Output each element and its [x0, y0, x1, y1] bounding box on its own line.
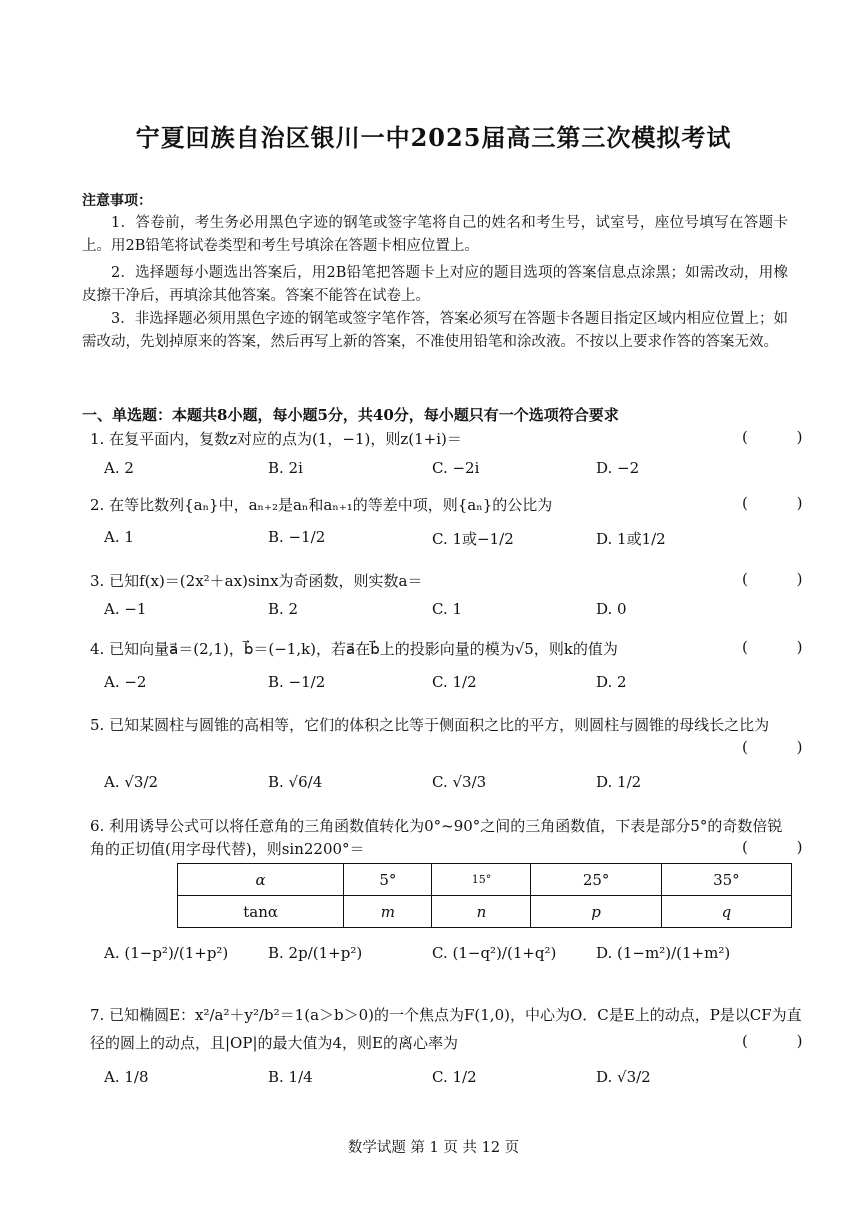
question-6-option-c: C. (1−q²)/(1+q²)	[432, 944, 557, 962]
table-cell: 35°	[661, 864, 791, 896]
question-3-answer-paren: ( )	[742, 570, 825, 588]
notice-item-2: 2．选择题每小题选出答案后，用2B铅笔把答题卡上对应的题目选项的答案信息点涂黑；如需改动，用橡皮擦干净后，再填涂其他答案。答案不能答在试卷上。	[82, 265, 788, 304]
question-4-option-c: C. 1/2	[432, 673, 477, 691]
question-4-option-b: B. −1/2	[268, 673, 326, 691]
table-cell: m	[344, 896, 432, 928]
question-2-option-d: D. 1或1/2	[596, 530, 666, 548]
question-7-stem-line1: 7. 已知椭圆E：x²/a²＋y²/b²＝1(a＞b＞0)的一个焦点为F(1,0)，中心为O．C是E上的动点，P是以CF为直	[90, 1006, 802, 1024]
question-1-option-d: D. −2	[596, 459, 640, 477]
question-7-option-d: D. √3/2	[596, 1068, 651, 1086]
table-header-row	[178, 864, 792, 896]
table-cell: n	[432, 896, 531, 928]
question-6-option-a: A. (1−p²)/(1+p²)	[104, 944, 229, 962]
question-1-stem: 1. 在复平面内，复数z对应的点为(1，−1)，则z(1+i)＝	[90, 430, 462, 448]
table-cell: 15°	[432, 864, 531, 896]
question-3-option-d: D. 0	[596, 600, 627, 618]
table-cell: q	[661, 896, 791, 928]
question-1-option-a: A. 2	[104, 459, 134, 477]
question-5-option-d: D. 1/2	[596, 773, 642, 791]
question-2-stem: 2. 在等比数列{aₙ}中，aₙ₊₂是aₙ和aₙ₊₁的等差中项，则{aₙ}的公比为	[90, 496, 553, 514]
table-cell: 25°	[531, 864, 661, 896]
table-cell: α	[178, 864, 344, 896]
question-3-option-a: A. −1	[104, 600, 147, 618]
section-title: 一、单选题：本题共8小题，每小题5分，共40分，每小题只有一个选项符合要求	[82, 406, 619, 424]
table-cell: p	[531, 896, 661, 928]
question-2-option-a: A. 1	[104, 528, 134, 546]
question-6-option-d: D. (1−m²)/(1+m²)	[596, 944, 731, 962]
question-7-option-b: B. 1/4	[268, 1068, 313, 1086]
question-1-option-c: C. −2i	[432, 459, 480, 477]
tangent-table	[177, 863, 792, 928]
question-7-answer-paren: ( )	[742, 1032, 825, 1050]
question-5-stem: 5. 已知某圆柱与圆锥的高相等，它们的体积之比等于侧面积之比的平方，则圆柱与圆锥的母线长之比为	[90, 716, 770, 734]
notice-item-1: 1．答卷前，考生务必用黑色字迹的钢笔或签字笔将自己的姓名和考生号，试室号，座位号填写在答题卡上。用2B铅笔将试卷类型和考生号填涂在答题卡相应位置上。	[82, 215, 788, 254]
question-1-option-b: B. 2i	[268, 459, 303, 477]
question-2-answer-paren: ( )	[742, 494, 825, 512]
question-6-stem-line2: 角的正切值(用字母代替)，则sin2200°＝	[90, 840, 365, 858]
question-6-answer-paren: ( )	[742, 838, 825, 856]
question-2-option-b: B. −1/2	[268, 528, 326, 546]
question-3-option-c: C. 1	[432, 600, 463, 618]
question-4-option-d: D. 2	[596, 673, 627, 691]
question-4-option-a: A. −2	[104, 673, 147, 691]
question-4-answer-paren: ( )	[742, 638, 825, 656]
notice-item-3: 3．非选择题必须用黑色字迹的钢笔或签字笔作答，答案必须写在答题卡各题目指定区域内相应位置上；如需改动，先划掉原来的答案，然后再写上新的答案，不准使用铅笔和涂改液。不按以上要求作答的答案无效。	[82, 311, 788, 350]
question-3-option-b: B. 2	[268, 600, 299, 618]
notice-heading: 注意事项：	[82, 193, 152, 209]
table-cell: 5°	[344, 864, 432, 896]
question-6-option-b: B. 2p/(1+p²)	[268, 944, 363, 962]
question-5-option-c: C. √3/3	[432, 773, 487, 791]
table-row	[178, 896, 792, 928]
table-cell: tanα	[178, 896, 344, 928]
page-footer: 数学试题 第 1 页 共 12 页	[347, 1140, 520, 1156]
question-3-stem: 3. 已知f(x)＝(2x²＋ax)sinx为奇函数，则实数a＝	[90, 572, 423, 590]
question-7-option-c: C. 1/2	[432, 1068, 477, 1086]
question-5-option-b: B. √6/4	[268, 773, 323, 791]
question-1-answer-paren: ( )	[742, 428, 825, 446]
question-7-stem-line2: 径的圆上的动点，且|OP|的最大值为4，则E的离心率为	[90, 1034, 458, 1052]
exam-title: 宁夏回族自治区银川一中2025届高三第三次模拟考试	[135, 123, 732, 152]
question-2-option-c: C. 1或−1/2	[432, 530, 514, 548]
question-7-option-a: A. 1/8	[104, 1068, 149, 1086]
question-5-option-a: A. √3/2	[104, 773, 159, 791]
question-6-stem-line1: 6. 利用诱导公式可以将任意角的三角函数值转化为0°~90°之间的三角函数值，下表是部分5°的奇数倍锐	[90, 817, 783, 835]
question-5-answer-paren: ( )	[742, 738, 825, 756]
question-4-stem: 4. 已知向量a⃗＝(2,1)，b⃗＝(−1,k)，若a⃗在b⃗上的投影向量的模为√5，则k的值为	[90, 640, 618, 658]
